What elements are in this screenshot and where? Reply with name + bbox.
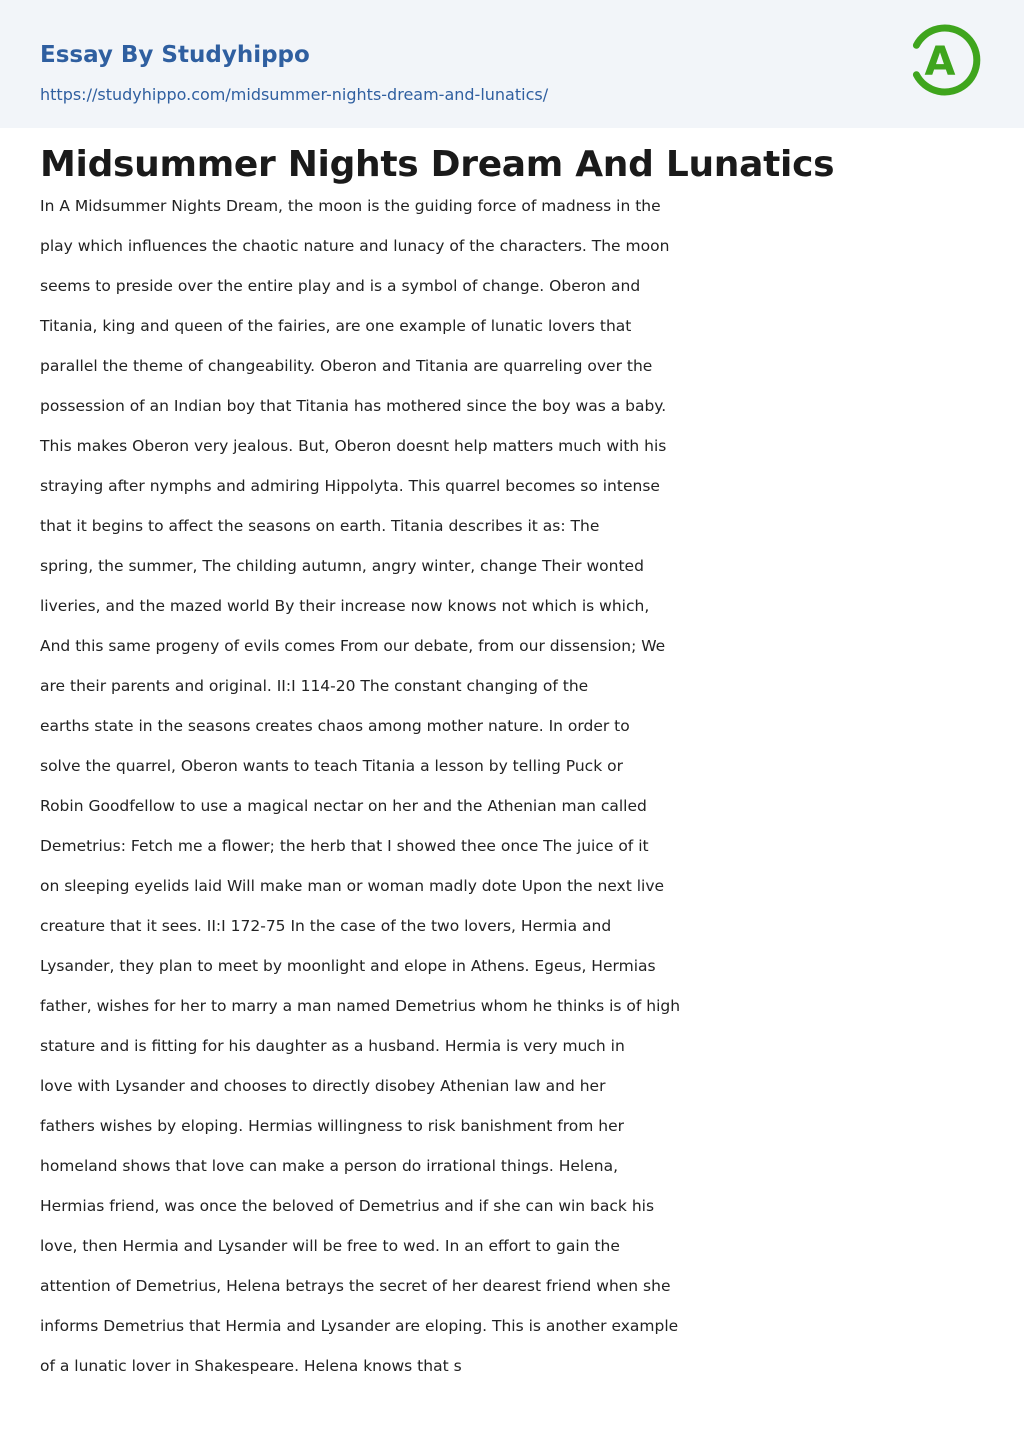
page-header (0, 0, 1024, 128)
essay-line: Titania, king and queen of the fairies, are one example of lunatic lovers that (40, 317, 632, 335)
essay-title: Midsummer Nights Dream And Lunatics (40, 144, 835, 185)
essay-line: are their parents and original. II:I 114-20 The constant changing of the (40, 677, 589, 695)
essay-line: Robin Goodfellow to use a magical nectar on her and the Athenian man called (40, 797, 647, 815)
essay-line: that it begins to affect the seasons on earth. Titania describes it as: The (40, 517, 600, 535)
essay-line: liveries, and the mazed world By their increase now knows not which is which, (40, 597, 650, 615)
essay-line: spring, the summer, The childing autumn, angry winter, change Their wonted (40, 557, 644, 575)
essay-line: seems to preside over the entire play and is a symbol of change. Oberon and (40, 277, 641, 295)
essay-line: of a lunatic lover in Shakespeare. Helena knows that s (40, 1357, 462, 1375)
essay-line: This makes Oberon very jealous. But, Oberon doesnt help matters much with his (40, 437, 667, 455)
essay-line: father, wishes for her to marry a man named Demetrius whom he thinks is of high (40, 997, 681, 1015)
essay-line: creature that it sees. II:I 172-75 In the case of the two lovers, Hermia and (40, 917, 612, 935)
site-brand[interactable]: Essay By Studyhippo (40, 42, 310, 68)
essay-line: parallel the theme of changeability. Oberon and Titania are quarreling over the (40, 357, 653, 375)
essay-line: possession of an Indian boy that Titania has mothered since the boy was a baby. (40, 397, 667, 415)
logo-letter: A (924, 39, 956, 85)
essay-line: In A Midsummer Nights Dream, the moon is the guiding force of madness in the (40, 197, 661, 215)
essay-line: Lysander, they plan to meet by moonlight and elope in Athens. Egeus, Hermias (40, 957, 656, 975)
studyhippo-logo-icon[interactable] (910, 18, 988, 106)
essay-url-link[interactable]: https://studyhippo.com/midsummer-nights-dream-and-lunatics/ (40, 85, 549, 104)
essay-line: on sleeping eyelids laid Will make man or woman madly dote Upon the next live (40, 877, 665, 895)
essay-line: attention of Demetrius, Helena betrays the secret of her dearest friend when she (40, 1277, 671, 1295)
essay-line: fathers wishes by eloping. Hermias willingness to risk banishment from her (40, 1117, 625, 1135)
essay-line: play which influences the chaotic nature and lunacy of the characters. The moon (40, 237, 670, 255)
essay-line: love with Lysander and chooses to directly disobey Athenian law and her (40, 1077, 606, 1095)
essay-line: Hermias friend, was once the beloved of Demetrius and if she can win back his (40, 1197, 655, 1215)
essay-line: earths state in the seasons creates chaos among mother nature. In order to (40, 717, 630, 735)
essay-line: stature and is fitting for his daughter as a husband. Hermia is very much in (40, 1037, 625, 1055)
essay-body (40, 186, 730, 1386)
essay-line: homeland shows that love can make a person do irrational things. Helena, (40, 1157, 618, 1175)
essay-line: love, then Hermia and Lysander will be free to wed. In an effort to gain the (40, 1237, 620, 1255)
essay-line: And this same progeny of evils comes From our debate, from our dissension; We (40, 637, 666, 655)
essay-line: informs Demetrius that Hermia and Lysander are eloping. This is another example (40, 1317, 679, 1335)
essay-line: solve the quarrel, Oberon wants to teach Titania a lesson by telling Puck or (40, 757, 623, 775)
essay-line: straying after nymphs and admiring Hippolyta. This quarrel becomes so intense (40, 477, 660, 495)
essay-line: Demetrius: Fetch me a flower; the herb that I showed thee once The juice of it (40, 837, 649, 855)
